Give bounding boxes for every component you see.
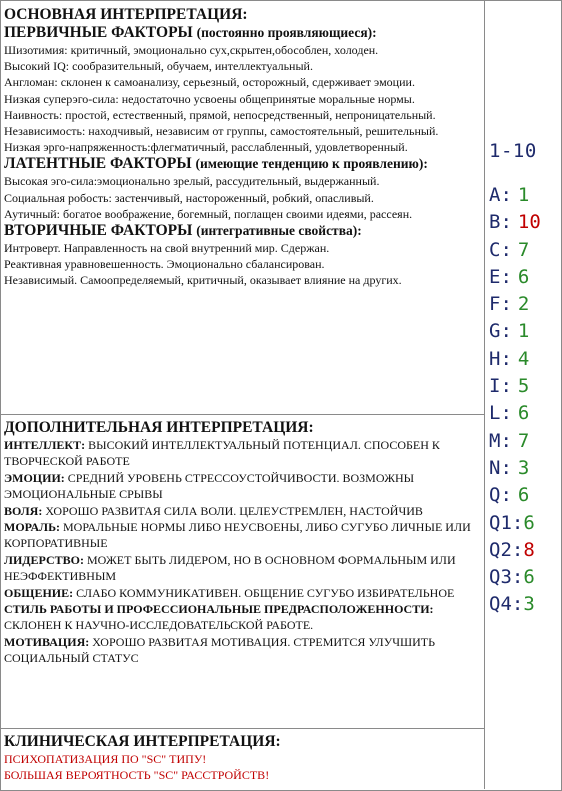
factor-name: G: [489, 320, 512, 343]
factor-score-list [489, 182, 561, 619]
factor-score-row [489, 291, 561, 318]
factor-value: 1 [517, 320, 530, 343]
additional-item-label: МОРАЛЬ: [4, 520, 60, 535]
factor-name: B: [489, 211, 512, 234]
clinical-interpretation-title: КЛИНИЧЕСКАЯ ИНТЕРПРЕТАЦИЯ: [4, 733, 281, 750]
factor-value: 5 [517, 375, 530, 398]
factor-score-row [489, 400, 561, 427]
additional-interpretation-title: ДОПОЛНИТЕЛЬНАЯ ИНТЕРПРЕТАЦИЯ: [4, 419, 314, 436]
factor-score-row [489, 373, 561, 400]
primary-factors-subtitle: (постоянно проявляющиеся): [196, 25, 377, 40]
score-range-label: 1-10 [489, 140, 537, 162]
factor-score-row [489, 537, 561, 564]
additional-item-text: ХОРОШО РАЗВИТАЯ СИЛА ВОЛИ. ЦЕЛЕУСТРЕМЛЕН, НАСТОЙЧИВ [45, 503, 423, 518]
additional-item [4, 503, 482, 519]
factor-value: 4 [517, 347, 530, 370]
primary-factors-list [4, 42, 482, 155]
additional-item [4, 634, 482, 667]
factor-name: M: [489, 429, 512, 452]
additional-item-text: СЛАБО КОММУНИКАТИВЕН. ОБЩЕНИЕ СУГУБО ИЗБИРАТЕЛЬНОЕ [76, 585, 455, 600]
additional-item-label: ВОЛЯ: [4, 503, 43, 518]
additional-item [4, 470, 482, 503]
additional-item-text: СКЛОНЕН К НАУЧНО-ИССЛЕДОВАТЕЛЬСКОЙ РАБОТЕ. [4, 618, 314, 633]
secondary-factor-item: Интроверт. Направленность на свой внутренний мир. Сдержан. [4, 241, 330, 256]
primary-factor-item: Англоман: склонен к самоанализу, серьезный, осторожный, сдерживает эмоции. [4, 75, 415, 90]
section-divider-1 [0, 414, 485, 415]
factor-name: I: [489, 375, 512, 398]
additional-item-text: СРЕДНИЙ УРОВЕНЬ СТРЕССОУСТОЙЧИВОСТИ. ВОЗМОЖНЫ ЭМОЦИОНАЛЬНЫЕ СРЫВЫ [4, 470, 415, 502]
column-divider [484, 0, 485, 789]
factor-score-row [489, 237, 561, 264]
factor-name: Q4: [489, 593, 524, 616]
basic-interpretation-section [4, 6, 482, 289]
factor-value: 6 [517, 265, 530, 288]
factor-value: 7 [517, 429, 530, 452]
factor-value: 3 [517, 456, 530, 479]
additional-items-list [4, 437, 482, 667]
factor-score-row [489, 318, 561, 345]
additional-item [4, 552, 482, 585]
factor-value: 8 [523, 538, 535, 561]
factor-value: 6 [517, 402, 530, 425]
primary-factor-item: Шизотимия: критичный, эмоционально сух,скрытен,обособлен, холоден. [4, 43, 379, 57]
additional-item-label: ЛИДЕРСТВО: [4, 552, 85, 567]
factor-score-row [489, 264, 561, 291]
primary-factors-title: ПЕРВИЧНЫЕ ФАКТОРЫ [4, 24, 193, 41]
factor-score-row [489, 182, 561, 209]
factor-value: 6 [523, 511, 535, 534]
additional-item [4, 437, 482, 470]
factor-score-row [489, 346, 561, 373]
factor-score-row [489, 209, 561, 236]
latent-factors-list [4, 173, 482, 222]
additional-item-label: ЭМОЦИИ: [4, 470, 65, 485]
factor-name: Q: [489, 484, 512, 507]
additional-item-label: ИНТЕЛЛЕКТ: [4, 438, 86, 452]
latent-factors-subtitle: (имеющие тенденцию к проявлению): [195, 156, 428, 172]
additional-item-text: МОЖЕТ БЫТЬ ЛИДЕРОМ, НО В ОСНОВНОМ ФОРМАЛЬНЫМ ИЛИ НЕЭФФЕКТИВНЫМ [4, 552, 456, 584]
factor-name: A: [489, 184, 512, 206]
clinical-line: ПСИХОПАТИЗАЦИЯ ПО "SC" ТИПУ! [4, 752, 207, 766]
latent-factors-title: ЛАТЕНТНЫЕ ФАКТОРЫ [4, 155, 192, 173]
additional-item [4, 601, 482, 634]
additional-item-text: МОРАЛЬНЫЕ НОРМЫ ЛИБО НЕУСВОЕНЫ, ЛИБО СУГУБО ЛИЧНЫЕ ИЛИ КОРПОРАТИВНЫЕ [4, 520, 471, 551]
factor-value: 6 [523, 566, 535, 589]
factor-name: N: [489, 456, 512, 479]
secondary-factors-heading [4, 222, 482, 240]
factor-scores-panel [489, 140, 561, 619]
additional-item-label: ОБЩЕНИЕ: [4, 585, 74, 600]
clinical-line: БОЛЬШАЯ ВЕРОЯТНОСТЬ "SC" РАССТРОЙСТВ! [4, 768, 270, 783]
latent-factor-item: Аутичный: богатое воображение, богемный, поглащен своими идеями, рассеян. [4, 206, 413, 221]
factor-name: Q2: [489, 538, 524, 561]
secondary-factors-list [4, 240, 482, 289]
factor-name: Q3: [489, 566, 524, 589]
factor-name: H: [489, 347, 512, 370]
additional-interpretation-section [4, 419, 482, 667]
additional-item [4, 519, 482, 552]
factor-name: E: [489, 265, 512, 288]
primary-factor-item: Высокий IQ: сообразительный, обучаем, интеллектуальный. [4, 59, 313, 74]
primary-factor-item: Низкая эрго-напряженность:флегматичный, расслабленный, удовлетворенный. [4, 140, 408, 155]
secondary-factors-subtitle: (интегративные свойства): [196, 223, 362, 239]
latent-factors-heading [4, 155, 482, 173]
factor-score-row [489, 564, 561, 591]
primary-factors-heading [4, 24, 482, 42]
primary-factor-item: Наивность: простой, естественный, прямой, непосредственный, непроницательный. [4, 107, 436, 122]
factor-score-row [489, 591, 561, 618]
basic-interpretation-title: ОСНОВНАЯ ИНТЕРПРЕТАЦИЯ: [4, 6, 248, 23]
latent-factor-item: Социальная робость: застенчивый, настороженный, робкий, опасливый. [4, 190, 374, 205]
additional-item-text: ВЫСОКИЙ ИНТЕЛЛЕКТУАЛЬНЫЙ ПОТЕНЦИАЛ. СПОСОБЕН К ТВОРЧЕСКОЙ РАБОТЕ [4, 438, 440, 469]
factor-value: 7 [517, 238, 530, 261]
additional-item-text: ХОРОШО РАЗВИТАЯ МОТИВАЦИЯ. СТРЕМИТСЯ УЛУЧШИТЬ СОЦИАЛЬНЫЙ СТАТУС [4, 634, 435, 666]
clinical-interpretation-section [4, 733, 482, 784]
additional-item-label: МОТИВАЦИЯ: [4, 634, 90, 649]
additional-item-label: СТИЛЬ РАБОТЫ И ПРОФЕССИОНАЛЬНЫЕ ПРЕДРАСПОЛОЖЕННОСТИ: [4, 602, 434, 617]
factor-score-row [489, 482, 561, 509]
factor-value: 6 [517, 484, 530, 507]
secondary-factor-item: Реактивная уравновешенность. Эмоционально сбалансирован. [4, 257, 325, 272]
factor-score-row [489, 455, 561, 482]
factor-value: 1 [517, 184, 530, 206]
factor-value: 2 [517, 293, 530, 316]
factor-value: 10 [517, 211, 541, 234]
factor-name: L: [489, 402, 512, 425]
secondary-factors-title: ВТОРИЧНЫЕ ФАКТОРЫ [4, 222, 193, 240]
factor-score-row [489, 428, 561, 455]
latent-factor-item: Высокая эго-сила:эмоционально зрелый, рассудительный, выдержанный. [4, 174, 380, 189]
factor-score-row [489, 510, 561, 537]
factor-name: C: [489, 238, 512, 261]
primary-factor-item: Низкая суперэго-сила: недостаточно усвоены общепринятые моральные нормы. [4, 91, 415, 106]
factor-name: F: [489, 293, 512, 316]
primary-factor-item: Независимость: находчивый, независим от группы, самостоятельный, решительный. [4, 124, 439, 139]
factor-name: Q1: [489, 511, 524, 534]
factor-value: 3 [523, 593, 535, 616]
additional-item [4, 585, 482, 601]
secondary-factor-item: Независимый. Самоопределяемый, критичный, оказывает влияние на других. [4, 273, 402, 288]
section-divider-2 [0, 728, 485, 729]
